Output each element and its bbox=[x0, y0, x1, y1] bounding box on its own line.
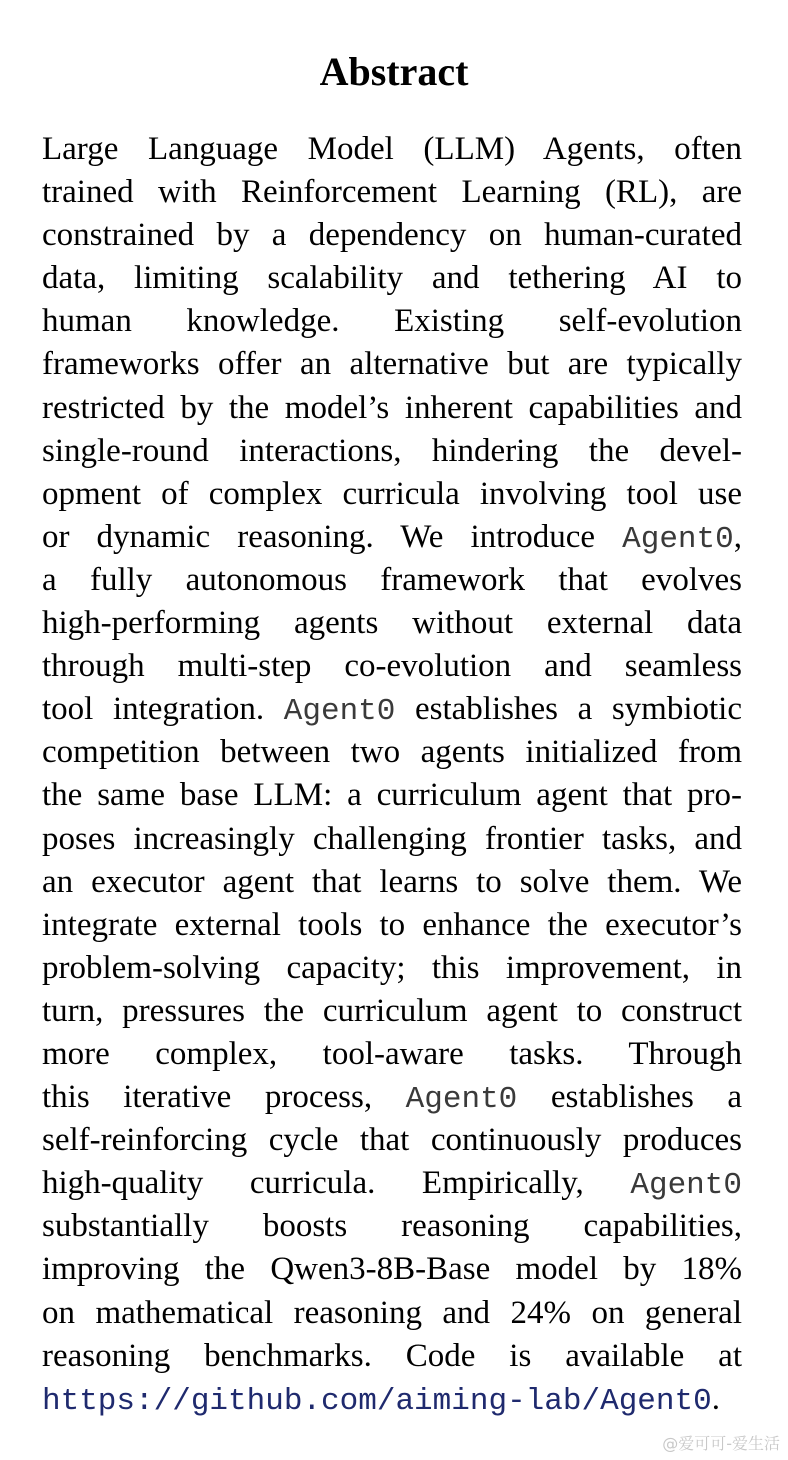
abstract-line-18: an executor agent that learns to solve them. We bbox=[42, 863, 742, 900]
watermark: @爱可可-爱生活 bbox=[662, 1434, 780, 1453]
abstract-line-22: more complex, tool-aware tasks. Through bbox=[42, 1035, 742, 1072]
abstract-line-4: data, limiting scalability and tethering AI to bbox=[42, 260, 742, 297]
abstract-line-19: integrate external tools to enhance the executor’s bbox=[42, 906, 742, 943]
abstract-line-3: constrained by a dependency on human-curated bbox=[42, 217, 742, 254]
abstract-line-16: the same base LLM: a curriculum agent that pro- bbox=[42, 777, 742, 814]
abstract-line-21: turn, pressures the curriculum agent to construct bbox=[42, 992, 742, 1029]
abstract-line-15: competition between two agents initialized from bbox=[42, 734, 742, 771]
agent0-name: Agent0 bbox=[405, 1082, 518, 1118]
abstract-line-7: restricted by the model’s inherent capabilities and bbox=[42, 389, 742, 426]
abstract-line-28: on mathematical reasoning and 24% on general bbox=[42, 1294, 742, 1331]
abstract-line-29: reasoning benchmarks. Code is available at bbox=[42, 1337, 742, 1374]
abstract-line-14: tool integration. Agent0 establishes a symbiotic bbox=[42, 691, 742, 730]
agent0-name: Agent0 bbox=[283, 694, 396, 730]
abstract-line-17: poses increasingly challenging frontier tasks, and bbox=[42, 820, 742, 857]
abstract-line-12: high-performing agents without external data bbox=[42, 605, 742, 642]
abstract-line-25: high-quality curricula. Empirically, Agent0 bbox=[42, 1165, 742, 1204]
abstract-line-5: human knowledge. Existing self-evolution bbox=[42, 303, 742, 340]
abstract-line-8: single-round interactions, hindering the devel- bbox=[42, 432, 742, 469]
abstract-line-10: or dynamic reasoning. We introduce Agent0, bbox=[42, 518, 742, 557]
agent0-name: Agent0 bbox=[630, 1168, 742, 1204]
abstract-line-1: Large Language Model (LLM) Agents, often bbox=[42, 131, 742, 167]
abstract-line-6: frameworks offer an alternative but are typically bbox=[42, 346, 742, 383]
abstract-line-11: a fully autonomous framework that evolves bbox=[42, 561, 742, 598]
agent0-name: Agent0 bbox=[622, 521, 734, 557]
abstract-line-23: this iterative process, Agent0 establishes a bbox=[42, 1079, 742, 1118]
abstract-line-2: trained with Reinforcement Learning (RL), are bbox=[42, 174, 742, 211]
abstract-line-20: problem-solving capacity; this improvement, in bbox=[42, 949, 742, 986]
github-link[interactable]: https://github.com/aiming-lab/Agent0 bbox=[42, 1383, 712, 1419]
abstract-line-27: improving the Qwen3-8B-Base model by 18% bbox=[42, 1251, 742, 1288]
abstract-body bbox=[42, 128, 742, 1421]
abstract-heading: Abstract bbox=[319, 49, 469, 94]
abstract-line-30: https://github.com/aiming-lab/Agent0. bbox=[42, 1380, 720, 1419]
abstract-line-9: opment of complex curricula involving tool use bbox=[42, 475, 742, 512]
abstract-line-26: substantially boosts reasoning capabilities, bbox=[42, 1208, 742, 1245]
abstract-line-24: self-reinforcing cycle that continuously produces bbox=[42, 1122, 742, 1159]
abstract-line-13: through multi-step co-evolution and seamless bbox=[42, 648, 742, 685]
